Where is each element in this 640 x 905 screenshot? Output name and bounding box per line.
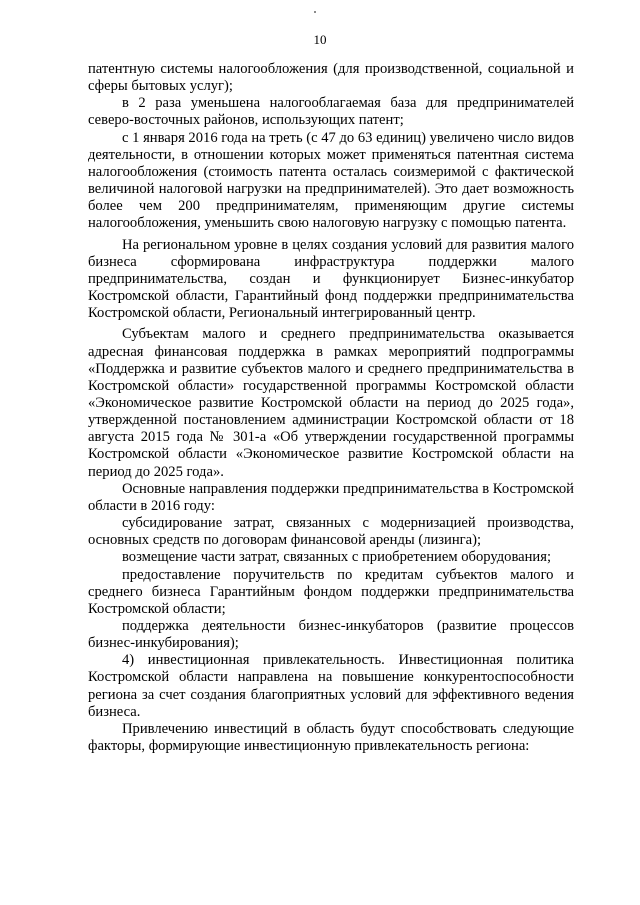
paragraph-activity-types: с 1 января 2016 года на треть (с 47 до 63 единиц) увеличено число видов деятельности, в отношении которых может применяться патентная система налогообложения (стоимость патента осталась соизмеримой с фактической величиной налоговой нагрузки на предпринимателей). Это дает возможность более чем 200 предпринимателям, применяющим другие системы налогообложения, уменьшить свою налоговую нагрузку с помощью патента. — [88, 129, 574, 232]
paragraph-tax-base: в 2 раза уменьшена налогооблагаемая база для предпринимателей северо-восточных районов, использующих патент; — [88, 95, 574, 129]
page-number: 10 — [313, 32, 327, 47]
paragraph-investment-factors: Привлечению инвестиций в область будут способствовать следующие факторы, формирующие инвестиционную привлекательность региона: — [88, 720, 574, 755]
paragraph-patent-system: патентную системы налогообложения (для производственной, социальной и сферы бытовых услуг); — [88, 61, 574, 95]
list-item-equipment: возмещение части затрат, связанных с приобретением оборудования; — [122, 549, 552, 566]
list-item-incubators: поддержка деятельности бизнес-инкубаторов (развитие процессов бизнес-инкубирования); — [88, 618, 574, 652]
body-text — [88, 61, 574, 755]
paragraph-regional-infrastructure: На региональном уровне в целях создания условий для развития малого бизнеса сформирована инфраструктура поддержки малого предпринимательства, создан и функционирует Бизнес-инкубатор Костромской области, Гарантийный фонд поддержки предпринимательства Костромской области, Региональный интегрированный центр. — [88, 236, 574, 322]
paragraph-financial-support: Субъектам малого и среднего предпринимательства оказывается адресная финансовая поддержка в рамках мероприятий подпрограммы «Поддержка и развитие субъектов малого и среднего предпринимательства в Костромской области» государственной программы Костромской области «Экономическое развитие Костромской области на период до 2025 года», утвержденной постановлением администрации Костромской области от 18 августа 2015 года № 301-а «Об утверждении государственной программы Костромской области «Экономическое развитие Костромской области на период до 2025 года». — [88, 326, 574, 480]
list-item-subsidies: субсидирование затрат, связанных с модернизацией производства, основных средств по договорам финансовой аренды (лизинга); — [88, 515, 574, 549]
scan-dot — [314, 11, 316, 13]
paragraph-support-directions: Основные направления поддержки предпринимательства в Костромской области в 2016 году: — [88, 480, 574, 514]
list-item-guarantees: предоставление поручительств по кредитам субъектов малого и среднего бизнеса Гарантийным фондом поддержки предпринимательства Костромской области; — [88, 566, 574, 617]
paragraph-investment-attractiveness: 4) инвестиционная привлекательность. Инвестиционная политика Костромской области направлена на повышение конкурентоспособности региона за счет создания благоприятных условий для эффективного ведения бизнеса. — [88, 652, 574, 720]
